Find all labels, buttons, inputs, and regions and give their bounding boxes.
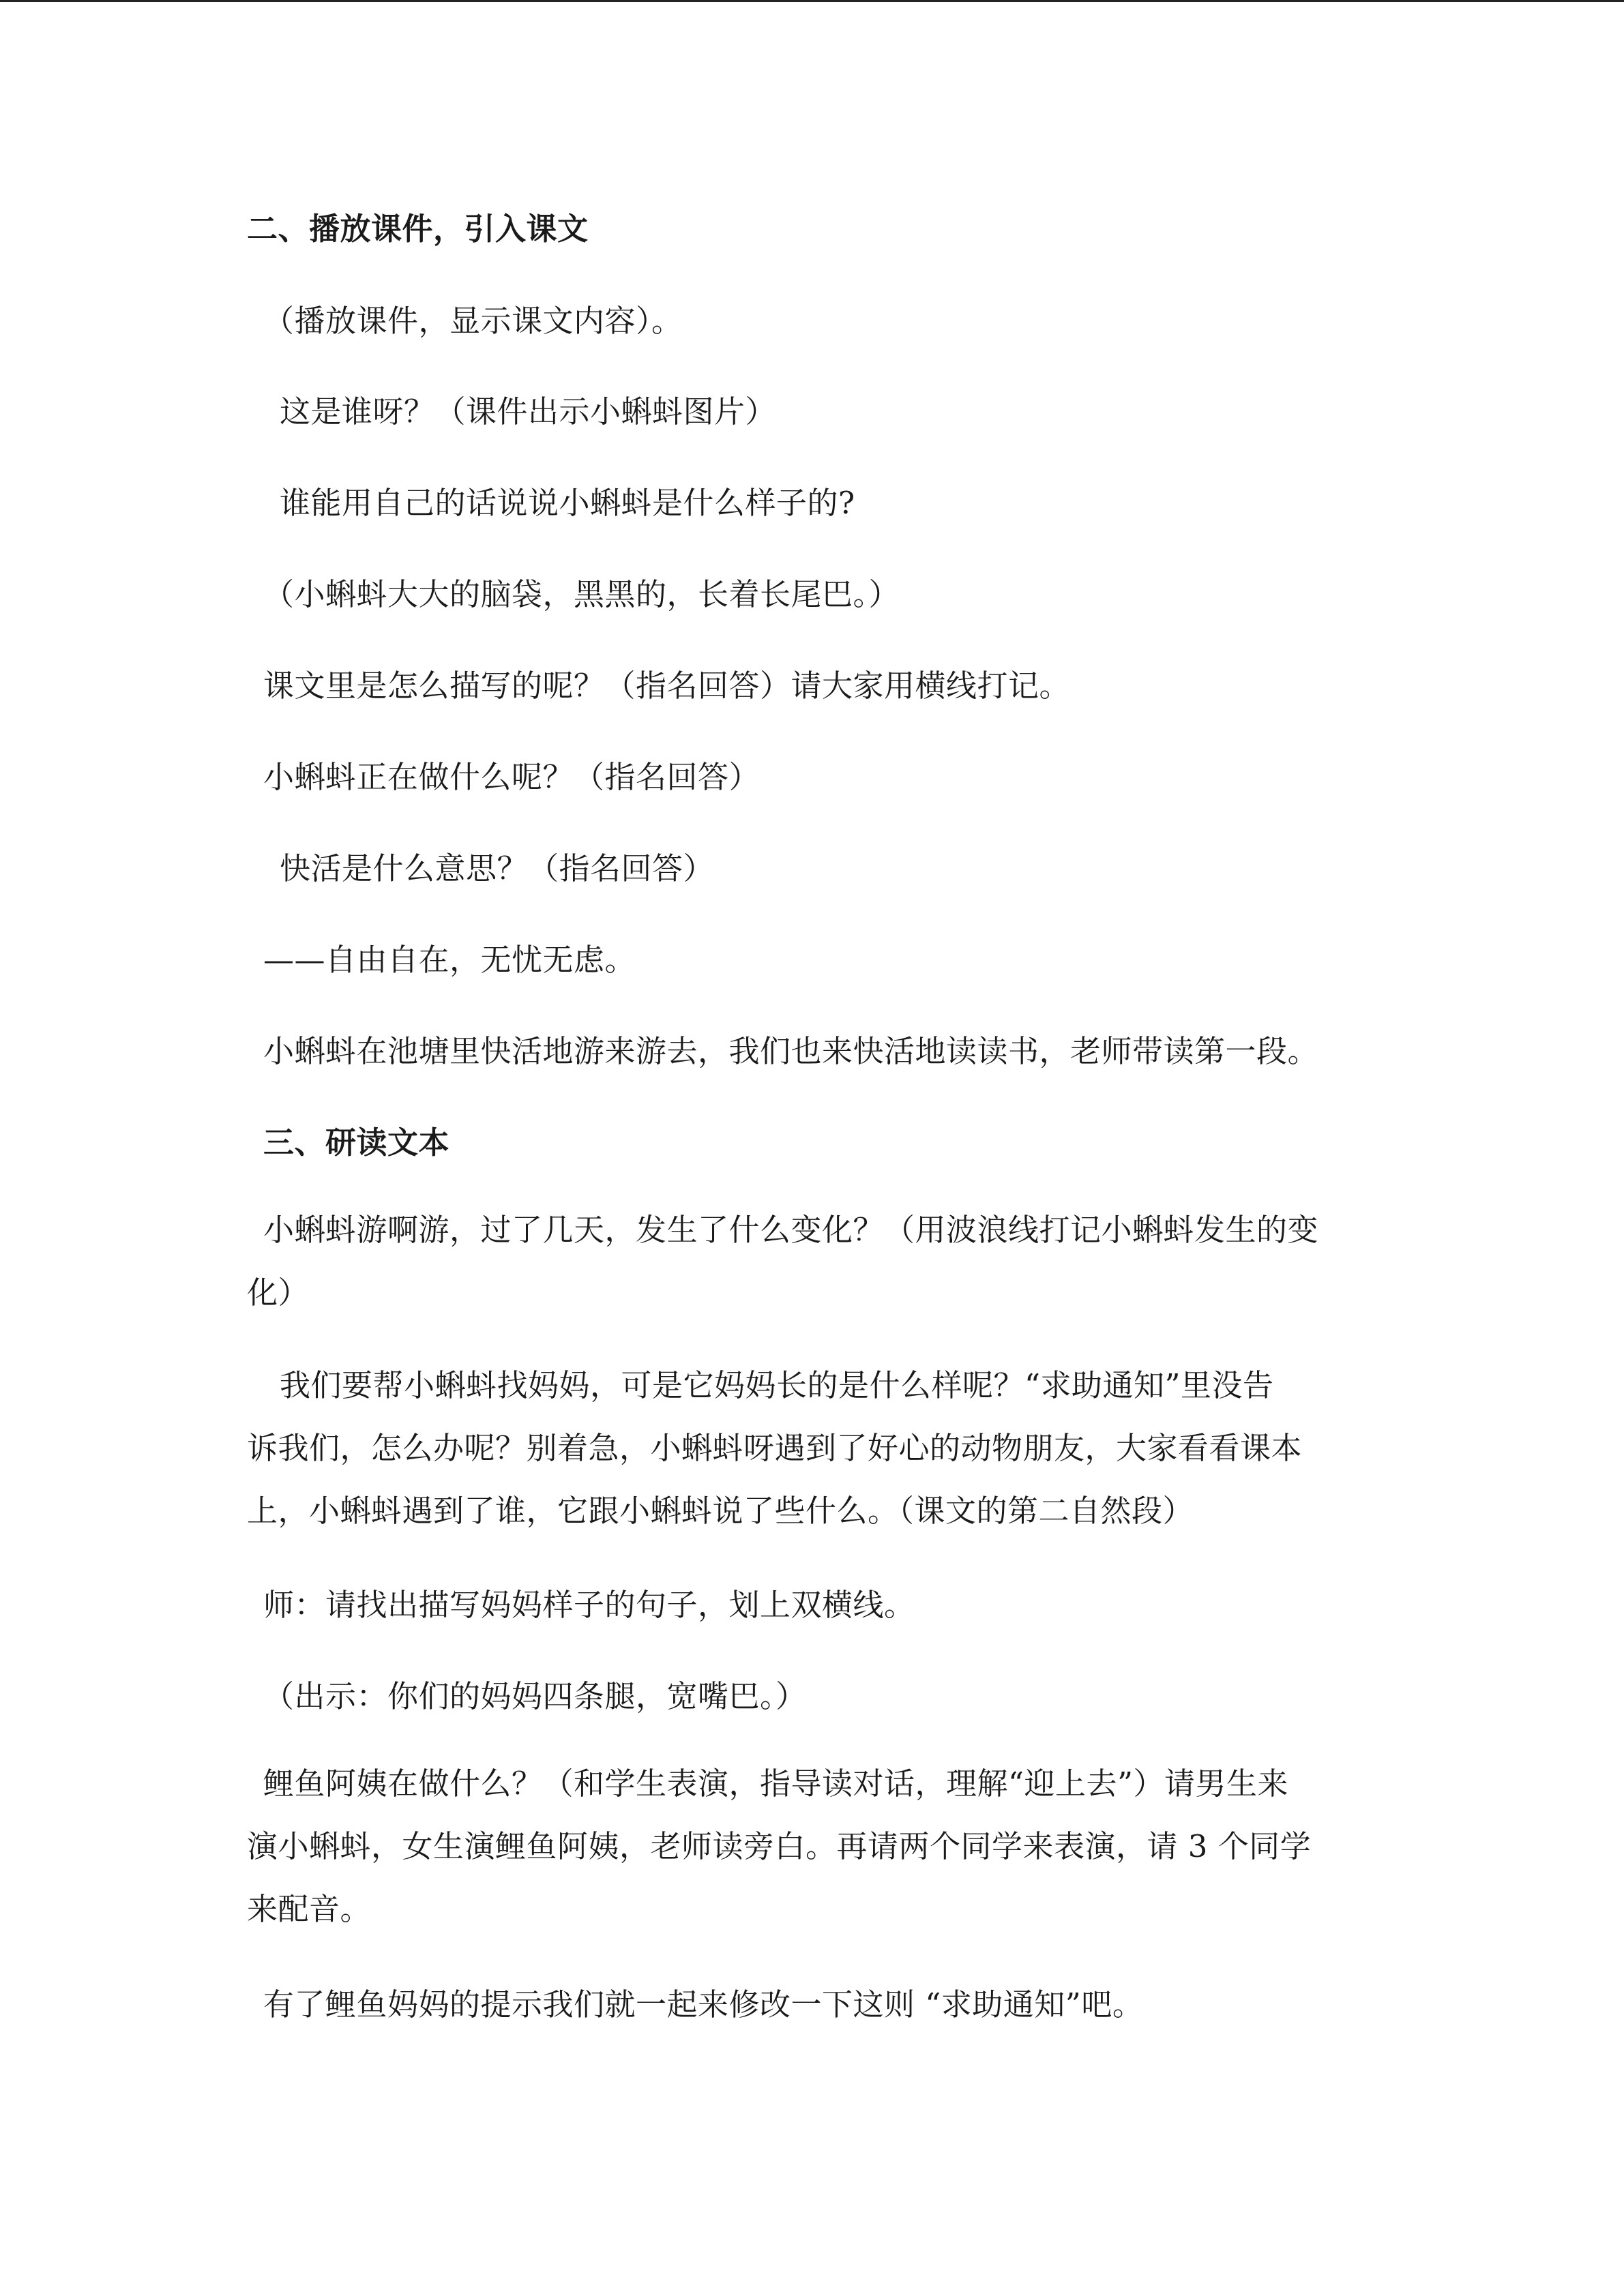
paragraph-6: 小蝌蚪正在做什么呢？（指名回答）	[263, 759, 761, 795]
paragraph-11-line-2: 诉我们，怎么办呢？别着急，小蝌蚪呀遇到了好心的动物朋友，大家看看课本	[247, 1430, 1303, 1466]
paragraph-11-line-3: 上，小蝌蚪遇到了谁，它跟小蝌蚪说了些什么。（课文的第二自然段）	[247, 1493, 1194, 1529]
paragraph-11	[247, 1354, 1379, 1542]
paragraph-5: 课文里是怎么描写的呢？（指名回答）请大家用横线打记。	[263, 668, 1071, 704]
section-heading-3: 三、研读文本	[263, 1124, 450, 1161]
paragraph-4: （小蝌蚪大大的脑袋，黑黑的，长着长尾巴。）	[263, 576, 900, 612]
paragraph-3: 谁能用自己的话说说小蝌蚪是什么样子的?	[280, 485, 855, 521]
paragraph-8: ——自由自在，无忧无虑。	[263, 942, 636, 978]
paragraph-15: 有了鲤鱼妈妈的提示我们就一起来修改一下这则 “求助通知”吧。	[263, 1986, 1144, 2023]
paragraph-10-line-2: 化）	[247, 1274, 310, 1311]
paragraph-1: （播放课件，显示课文内容）。	[263, 303, 683, 339]
paragraph-12: 师：请找出描写妈妈样子的句子，划上双横线。	[263, 1587, 915, 1623]
paragraph-14-line-3: 来配音。	[247, 1891, 372, 1927]
paragraph-9: 小蝌蚪在池塘里快活地游来游去，我们也来快活地读读书，老师带读第一段。	[263, 1033, 1319, 1069]
paragraph-7: 快活是什么意思？（指名回答）	[280, 850, 715, 886]
paragraph-14-line-1: 鲤鱼阿姨在做什么？（和学生表演，指导读对话，理解“迎上去”）请男生来	[263, 1765, 1289, 1802]
paragraph-10	[247, 1199, 1379, 1324]
paragraph-14	[247, 1753, 1379, 1941]
section-heading-2: 二、播放课件，引入课文	[247, 211, 589, 247]
paragraph-14-line-2: 演小蝌蚪，女生演鲤鱼阿姨，老师读旁白。再请两个同学来表演，请 3 个同学	[247, 1828, 1312, 1864]
top-border-line	[0, 0, 1624, 2]
paragraph-11-line-1: 我们要帮小蝌蚪找妈妈，可是它妈妈长的是什么样呢？“求助通知”里没告	[280, 1367, 1274, 1403]
paragraph-13: （出示：你们的妈妈四条腿，宽嘴巴。）	[263, 1678, 807, 1714]
paragraph-2: 这是谁呀？（课件出示小蝌蚪图片）	[280, 393, 777, 430]
paragraph-10-line-1: 小蝌蚪游啊游，过了几天，发生了什么变化？（用波浪线打记小蝌蚪发生的变	[263, 1212, 1319, 1248]
